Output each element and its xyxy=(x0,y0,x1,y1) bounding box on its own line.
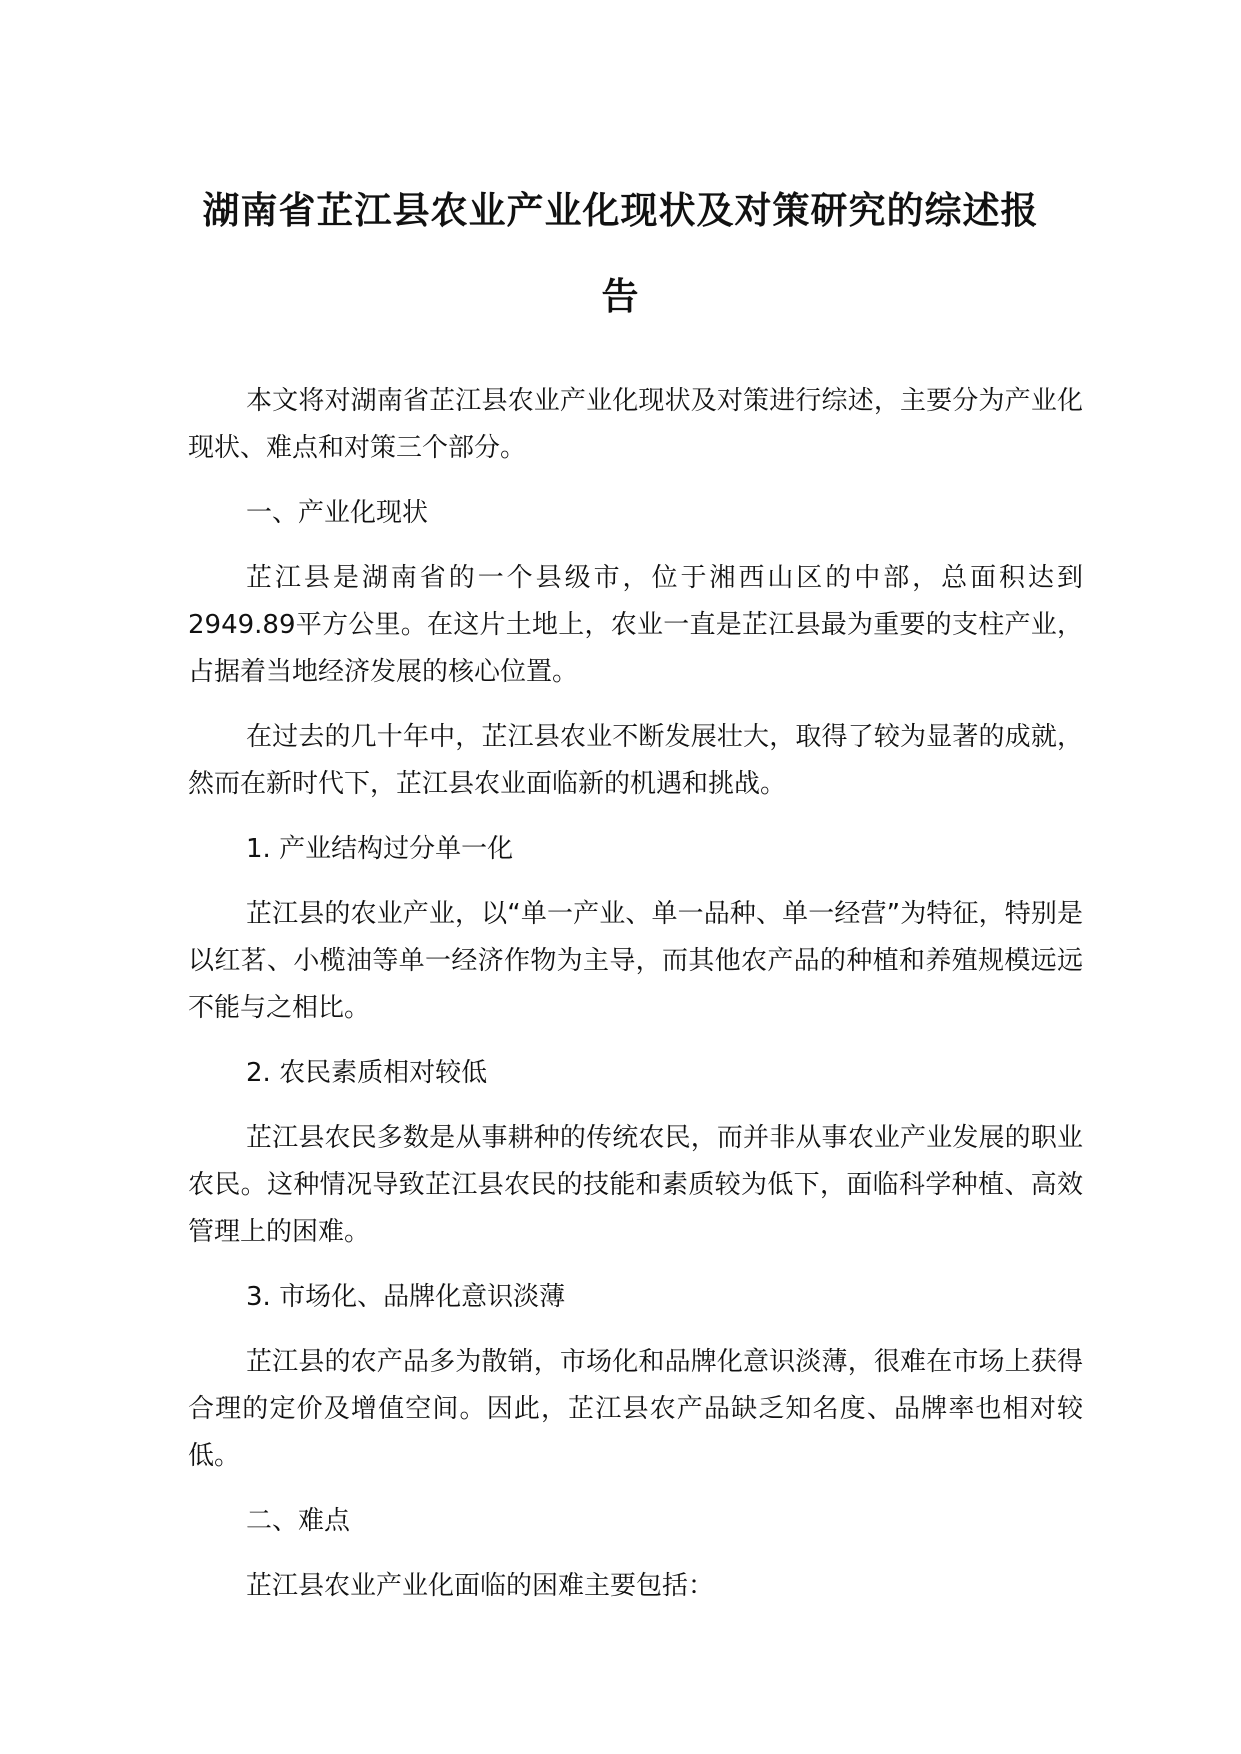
body-paragraph: 芷江县的农业产业，以“单一产业、单一品种、单一经营”为特征，特别是以红茗、小榄油等单一经济作物为主导，而其他农产品的种植和养殖规模远远不能与之相比。 xyxy=(188,899,1083,1023)
section-heading-difficulties: 二、难点 xyxy=(246,1506,351,1536)
body-paragraph: 芷江县农业产业化面临的困难主要包括： xyxy=(246,1571,715,1601)
subheading-farmers: 2. 农民素质相对较低 xyxy=(246,1058,488,1088)
subheading-structure: 1. 产业结构过分单一化 xyxy=(246,834,514,864)
body-paragraph: 在过去的几十年中，芷江县农业不断发展壮大，取得了较为显著的成就，然而在新时代下，芷江县农业面临新的机遇和挑战。 xyxy=(188,722,1083,799)
section-heading-status: 一、产业化现状 xyxy=(246,498,429,528)
body-paragraph: 芷江县是湖南省的一个县级市，位于湘西山区的中部，总面积达到2949.89平方公里。在这片土地上，农业一直是芷江县最为重要的支柱产业，占据着当地经济发展的核心位置。 xyxy=(188,563,1083,687)
body-paragraph: 芷江县农民多数是从事耕种的传统农民，而并非从事农业产业发展的职业农民。这种情况导致芷江县农民的技能和素质较为低下，面临科学种植、高效管理上的困难。 xyxy=(188,1123,1083,1247)
document-body xyxy=(188,378,1083,1628)
body-paragraph: 芷江县的农产品多为散销，市场化和品牌化意识淡薄，很难在市场上获得合理的定价及增值空间。因此，芷江县农产品缺乏知名度、品牌率也相对较低。 xyxy=(188,1347,1083,1471)
intro-paragraph: 本文将对湖南省芷江县农业产业化现状及对策进行综述，主要分为产业化现状、难点和对策三个部分。 xyxy=(188,386,1083,463)
subheading-market: 3. 市场化、品牌化意识淡薄 xyxy=(246,1282,566,1312)
document-title: 湖南省芷江县农业产业化现状及对策研究的综述报告 xyxy=(202,189,1039,318)
